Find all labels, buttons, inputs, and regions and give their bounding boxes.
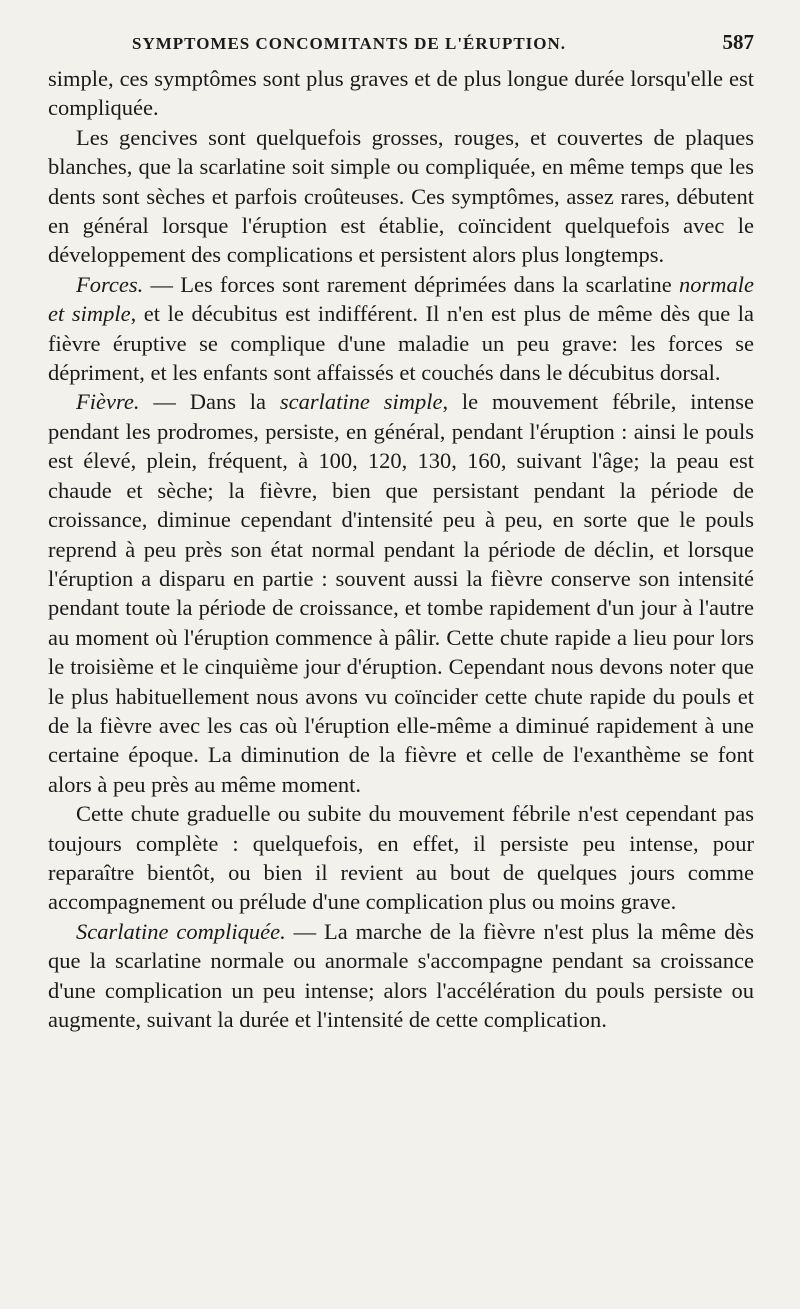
paragraph-forces-text-b: , et le décubitus est indifférent. Il n'en est plus de même dès que la fièvre éruptive se complique d'une maladie un peu grave: les forces se dépriment, et les enfants sont affaissés et couchés dans le décubitus dorsal.	[48, 301, 755, 386]
paragraph-continuation: simple, ces symptômes sont plus graves et de plus longue durée lorsqu'elle est compliquée.	[48, 66, 754, 121]
paragraph-forces	[48, 270, 754, 388]
paragraph-chute: Cette chute graduelle ou subite du mouvement fébrile n'est cependant pas toujours complète : quelquefois, en effet, il persiste peu intense, pour reparaître bientôt, ou bien il revient au bout de quelques jours comme accompagnement ou prélude d'une complication plus ou moins grave.	[48, 801, 754, 915]
paragraph-compliquee-text: — La marche de la fièvre n'est plus la même dès que la scarlatine normale ou anormale s'accompagne pendant sa croissance d'une complication un peu intense; alors l'accélération du pouls persiste ou augmente, suivant la durée et l'intensité de cette complication.	[48, 918, 754, 1032]
page-number: 587	[722, 30, 754, 54]
paragraph-compliquee	[48, 917, 754, 1035]
running-head	[48, 30, 754, 64]
paragraph-gencives: Les gencives sont quelquefois grosses, rouges, et couvertes de plaques blanches, que la scarlatine soit simple ou compliquée, en même temps que les dents sont sèches et parfois croûteuses. Ces symptômes, assez rares, débutent en général lorsque l'éruption est établie, coïncident quelquefois avec le développement des complications et persistent alors plus longtemps.	[48, 124, 754, 268]
paragraph-forces-emphasis: normale et simple	[48, 271, 754, 327]
section-label-forces: Forces.	[76, 271, 144, 297]
section-label-compliquee: Scarlatine compliquée.	[76, 918, 286, 944]
paragraph-forces-text-a: — Les forces sont rarement déprimées dans la scarlatine	[143, 271, 679, 297]
body-text	[48, 64, 754, 1034]
paragraph-fievre-text-a: — Dans la	[139, 389, 280, 415]
running-title: SYMPTOMES CONCOMITANTS DE L'ÉRUPTION.	[132, 34, 567, 53]
paragraph-fievre	[48, 387, 754, 799]
paragraph-fievre-text-b: , le mouvement fébrile, intense pendant les prodromes, persiste, en général, pendant l'éruption : ainsi le pouls est élevé, plein, fréquent, à 100, 120, 130, 160, suivant l'âge; la peau est chaude et sèche; la fièvre, bien que persistant pendant la période de croissance, diminue cependant d'intensité peu à peu, en sorte que le pouls reprend à peu près son état normal pendant la période de déclin, et lorsque l'éruption a disparu en partie : souvent aussi la fièvre conserve son intensité pendant toute la période de croissance, et tombe rapidement d'un jour à l'autre au moment où l'éruption commence à pâlir. Cette chute rapide a lieu pour lors le troisième et le cinquième jour d'éruption. Cependant nous devons noter que le plus habituellement nous avons vu coïncider cette chute rapide du pouls et de la fièvre avec les cas où l'éruption elle-même a diminué rapidement à une certaine époque. La diminution de la fièvre et celle de l'exanthème se font alors à peu près au même moment.	[48, 389, 754, 797]
paragraph-fievre-emphasis: scarlatine simple	[279, 389, 443, 415]
section-label-fievre: Fièvre.	[76, 389, 140, 415]
